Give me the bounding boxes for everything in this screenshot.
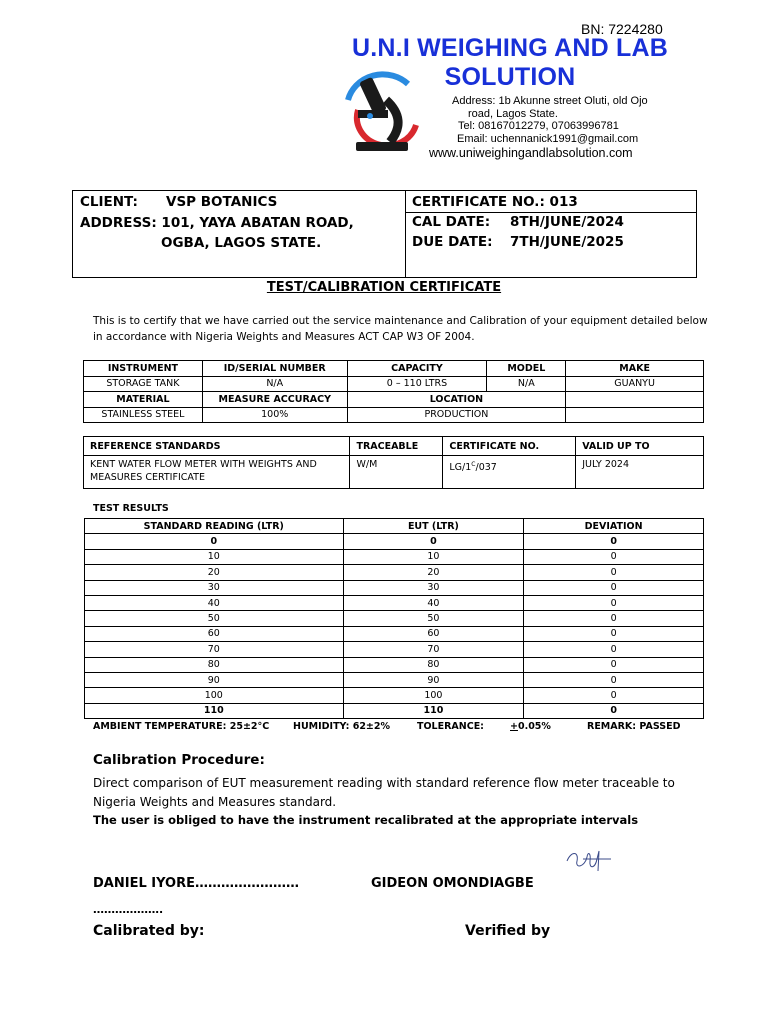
table-cell: 0 bbox=[524, 549, 704, 564]
certificate-label: CERTIFICATE NO.: bbox=[412, 194, 545, 210]
table-header-cell: VALID UP TO bbox=[576, 437, 704, 456]
cert-prefix: LG/1 bbox=[449, 462, 472, 474]
company-contact bbox=[450, 95, 648, 145]
table-cell: 0 bbox=[524, 580, 704, 595]
table-row bbox=[85, 626, 704, 641]
table-header-cell: MATERIAL bbox=[84, 392, 203, 408]
table-cell: 0 bbox=[524, 611, 704, 626]
table-row bbox=[85, 534, 704, 549]
certificate-no-cell bbox=[443, 456, 576, 489]
address-label: ADDRESS: bbox=[80, 215, 157, 231]
due-date-row bbox=[412, 234, 624, 250]
address-line: road, Lagos State. bbox=[468, 107, 558, 120]
table-cell: 0 bbox=[85, 534, 344, 549]
table-cell: 50 bbox=[85, 611, 344, 626]
certificate-number: 013 bbox=[549, 194, 578, 210]
table-header-cell bbox=[566, 392, 704, 408]
valid-up-to-cell: JULY 2024 bbox=[576, 456, 704, 489]
table-cell: 60 bbox=[85, 626, 344, 641]
table-cell: 70 bbox=[343, 642, 524, 657]
humidity: HUMIDITY: 62±2% bbox=[293, 721, 391, 732]
address-line: Address: 1b Akunne street Oluti, old Ojo bbox=[452, 95, 648, 107]
table-row bbox=[85, 611, 704, 626]
table-row bbox=[85, 595, 704, 610]
verified-by-label: Verified by bbox=[465, 923, 551, 939]
table-row bbox=[85, 565, 704, 580]
table-header-cell: MAKE bbox=[566, 361, 704, 377]
reference-standard-cell: KENT WATER FLOW METER WITH WEIGHTS AND MEASURES CERTIFICATE bbox=[84, 456, 350, 489]
address-row bbox=[80, 215, 354, 231]
procedure-note: The user is obliged to have the instrument recalibrated at the appropriate intervals bbox=[93, 813, 639, 827]
client-label: CLIENT: bbox=[80, 194, 138, 210]
table-cell: PRODUCTION bbox=[347, 407, 566, 423]
cal-date: 8TH/JUNE/2024 bbox=[510, 214, 624, 230]
table-cell: 110 bbox=[85, 703, 344, 718]
table-cell: 80 bbox=[85, 657, 344, 672]
client-row bbox=[80, 194, 278, 210]
table-cell: STORAGE TANK bbox=[84, 376, 203, 392]
table-cell: 40 bbox=[343, 595, 524, 610]
certificate-title-text: TEST/CALIBRATION CERTIFICATE bbox=[266, 280, 502, 295]
reference-standards-table bbox=[83, 436, 704, 489]
traceable-cell: W/M bbox=[350, 456, 443, 489]
table-cell bbox=[566, 407, 704, 423]
due-date: 7TH/JUNE/2025 bbox=[510, 234, 624, 250]
test-results-label: TEST RESULTS bbox=[93, 503, 169, 514]
table-cell: 0 bbox=[524, 657, 704, 672]
table-row bbox=[85, 580, 704, 595]
certificate-title bbox=[0, 280, 768, 295]
table-row bbox=[84, 376, 704, 392]
address-line1: 101, YAYA ABATAN ROAD, bbox=[161, 215, 354, 231]
procedure-text: Direct comparison of EUT measurement reading with standard reference flow meter traceable to Nigeria Weights and Measures standard. bbox=[93, 776, 675, 809]
table-row bbox=[85, 549, 704, 564]
table-cell: 90 bbox=[343, 672, 524, 687]
table-header-cell: MEASURE ACCURACY bbox=[202, 392, 347, 408]
website: www.uniweighingandlabsolution.com bbox=[429, 146, 633, 160]
table-cell: 100 bbox=[343, 688, 524, 703]
cert-superscript: C bbox=[471, 461, 476, 468]
table-cell: 30 bbox=[343, 580, 524, 595]
table-cell: 0 bbox=[343, 534, 524, 549]
table-cell: 40 bbox=[85, 595, 344, 610]
table-cell: N/A bbox=[202, 376, 347, 392]
calibrator-name: DANIEL IYORE…………………… bbox=[93, 876, 299, 891]
table-row bbox=[84, 437, 704, 456]
table-row bbox=[84, 407, 704, 423]
table-cell: 0 bbox=[524, 688, 704, 703]
table-cell: 0 bbox=[524, 534, 704, 549]
table-cell: STAINLESS STEEL bbox=[84, 407, 203, 423]
remark: REMARK: PASSED bbox=[587, 721, 681, 732]
procedure-title: Calibration Procedure: bbox=[93, 752, 265, 768]
table-header-cell: CERTIFICATE NO. bbox=[443, 437, 576, 456]
microscope-icon bbox=[328, 70, 428, 160]
due-date-label: DUE DATE: bbox=[412, 234, 493, 250]
table-cell: 90 bbox=[85, 672, 344, 687]
table-row bbox=[85, 672, 704, 687]
table-header-cell: EUT (LTR) bbox=[343, 519, 524, 534]
intro-text: This is to certify that we have carried out the service maintenance and Calibration of your equipment detailed below in accordance with Nigeria Weights and Measures ACT CAP W3 OF 2004. bbox=[93, 315, 708, 343]
table-cell: 20 bbox=[85, 565, 344, 580]
cert-suffix: /037 bbox=[475, 462, 497, 474]
instrument-table bbox=[83, 360, 704, 423]
table-cell: N/A bbox=[487, 376, 566, 392]
table-row bbox=[85, 657, 704, 672]
table-cell: 0 bbox=[524, 642, 704, 657]
table-cell: 0 bbox=[524, 626, 704, 641]
table-cell: 70 bbox=[85, 642, 344, 657]
table-cell: 10 bbox=[85, 549, 344, 564]
test-results-table bbox=[84, 518, 704, 719]
phone-line: Tel: 08167012279, 07063996781 bbox=[458, 120, 619, 132]
address-line2: OGBA, LAGOS STATE. bbox=[161, 235, 322, 251]
tolerance-number: 0.05% bbox=[517, 721, 551, 732]
table-cell: 10 bbox=[343, 549, 524, 564]
table-cell: 20 bbox=[343, 565, 524, 580]
table-cell: 60 bbox=[343, 626, 524, 641]
table-cell: 0 bbox=[524, 595, 704, 610]
table-row bbox=[85, 703, 704, 718]
table-cell: 0 bbox=[524, 703, 704, 718]
table-cell: 80 bbox=[343, 657, 524, 672]
table-cell: 30 bbox=[85, 580, 344, 595]
table-row bbox=[84, 392, 704, 408]
cal-date-row bbox=[412, 214, 624, 230]
table-header-cell: TRACEABLE bbox=[350, 437, 443, 456]
table-cell: 100 bbox=[85, 688, 344, 703]
table-cell: 0 – 110 LTRS bbox=[347, 376, 487, 392]
certificate-row bbox=[412, 194, 578, 210]
table-header-cell: DEVIATION bbox=[524, 519, 704, 534]
table-cell: 0 bbox=[524, 565, 704, 580]
table-header-cell: CAPACITY bbox=[347, 361, 487, 377]
table-cell: 0 bbox=[524, 672, 704, 687]
tolerance-value bbox=[510, 721, 551, 732]
ambient-temperature: AMBIENT TEMPERATURE: 25±2°C bbox=[93, 721, 270, 732]
table-row bbox=[85, 642, 704, 657]
tolerance-label: TOLERANCE: bbox=[417, 721, 484, 732]
company-name-line1: U.N.I WEIGHING AND LAB bbox=[352, 34, 668, 62]
signature-dots: ………………. bbox=[93, 903, 164, 916]
cal-date-label: CAL DATE: bbox=[412, 214, 491, 230]
table-header-cell: INSTRUMENT bbox=[84, 361, 203, 377]
table-cell: 110 bbox=[343, 703, 524, 718]
table-row bbox=[84, 361, 704, 377]
email-line: Email: uchennanick1991@gmail.com bbox=[457, 132, 639, 145]
table-header-cell: MODEL bbox=[487, 361, 566, 377]
table-row bbox=[84, 456, 704, 489]
verifier-name: GIDEON OMONDIAGBE bbox=[371, 876, 534, 891]
company-name-line2: SOLUTION bbox=[444, 63, 576, 91]
table-header-cell: REFERENCE STANDARDS bbox=[84, 437, 350, 456]
table-header-cell: ID/SERIAL NUMBER bbox=[202, 361, 347, 377]
table-header-cell: LOCATION bbox=[347, 392, 566, 408]
table-cell: 50 bbox=[343, 611, 524, 626]
signature-icon bbox=[563, 845, 613, 875]
table-cell: 100% bbox=[202, 407, 347, 423]
table-cell: GUANYU bbox=[566, 376, 704, 392]
table-header-cell: STANDARD READING (LTR) bbox=[85, 519, 344, 534]
calibrated-by-label: Calibrated by: bbox=[93, 923, 205, 939]
tolerance-sign: + bbox=[510, 721, 518, 732]
table-row bbox=[85, 688, 704, 703]
bn-number: BN: 7224280 bbox=[581, 21, 663, 37]
client-name: VSP BOTANICS bbox=[166, 194, 278, 210]
table-row bbox=[85, 519, 704, 534]
